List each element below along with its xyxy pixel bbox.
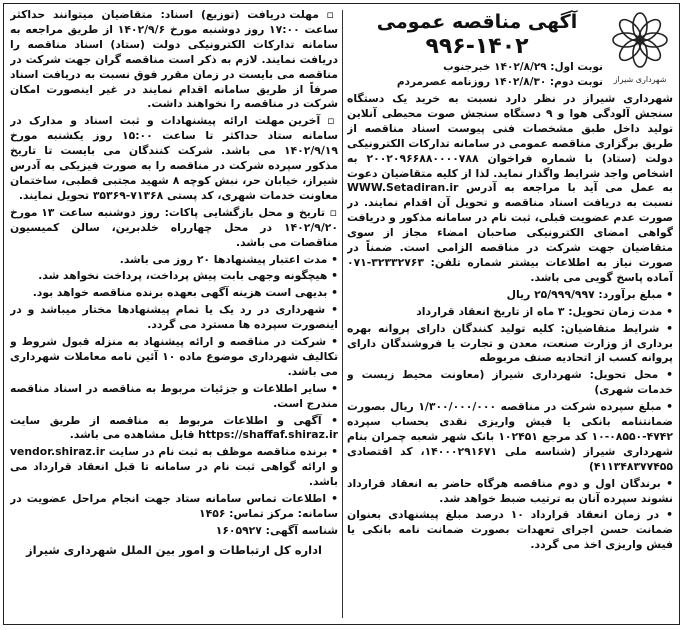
notice-number: ۹۹۶-۱۴۰۲ — [425, 34, 529, 59]
svg-text:شهرداری شیراز: شهرداری شیراز — [613, 75, 667, 84]
guarantee-deposit: • مبلغ سپرده شرکت در مناقصه ۱/۳۰۰/۰۰۰/۰۰۰ ریال بصورت ضمانتنامه بانکی یا فیش واریزی نقدی بحساب سپرده ۴۷۴۲-۰۸۵۵۰-۱۰ کد مرجع ۱۰۲۴۵۱ بانک شهر شعبه چمران بنام شهرداری شیراز (شناسه ملی ۱۴۰۰۰۲۹۱۶۷۱، کد اقتصادی ۴۱۱۳۴۸۳۷۷۴۵۵) — [347, 400, 673, 475]
second-notice: نوبت دوم: ۱۴۰۲/۸/۳۰ روزنامه عصرمردم — [396, 76, 603, 88]
winners-clause: • برندگان اول و دوم مناقصه هرگاه حاضر به انعقاد قرارداد نشوند سپرده آنان به ترتیب ضبط خواهد شد. — [347, 477, 673, 507]
tender-notice-page — [3, 3, 680, 625]
budget-line: • مبلغ برآورد: ۲۵/۹۹۹/۹۹۷ ریال — [347, 288, 673, 303]
contact-info: • اطلاعات تماس سامانه ستاد جهت انجام مراحل عضویت در سامانه: مرکز تماس: ۱۴۵۶ — [10, 492, 338, 522]
title-block — [351, 10, 603, 60]
first-notice: نوبت اول: ۱۴۰۲/۸/۲۹ خبرجنوب — [443, 61, 603, 73]
applicant-conditions: • شرایط متقاضیان: کلیه تولید کنندگان دارای پروانه بهره برداری از وزارت صنعت، معدن و تجارت یا فروشندگان دارای پروانه کسب از اتحادیه صنف مربوطه — [347, 322, 673, 367]
opening-date: ▫ تاریخ و محل بازگشایی پاکات: روز دوشنبه ساعت ۱۳ مورخ ۱۴۰۲/۹/۲۰ در محل چهارراه خلدبرین، سالن کمیسیون مناقصات می باشد. — [10, 206, 338, 251]
vendor-line — [10, 445, 338, 490]
submit-deadline: ▫ آخرین مهلت ارائه پیشنهادات و ثبت اسناد و مدارک در سامانه ستاد حداکثر تا ساعت ۱۵:۰۰ روز یکشنبه مورخ ۱۴۰۲/۹/۱۹ می باشد. شرکت کنندگان می بایست تا تاریخ مذکور سپرده شرکت در مناقصه را به صورت فیزیکی به آدرس شیراز، خیابان حر، نبش کوچه ۸ شهید مجتبی قطبی، ساختمان معاونت خدمات شهری، کد پستی ۷۱۳۶۸-۳۵۳۶۹ تحویل نمایند. — [10, 114, 338, 203]
rejection-right: • شهرداری در رد یک یا تمام پیشنهادها مختار میباشد و در اینصورت سپرده ها مسترد می گردد. — [10, 303, 338, 333]
ad-id: شناسه آگهی: ۱۶۰۵۹۲۷ — [215, 523, 338, 537]
other-info: • سایر اطلاعات و جزئیات مربوط به مناقصه در اسناد مناقصه مندرج است. — [10, 382, 338, 412]
performance-guarantee: • در زمان انعقاد قرارداد ۱۰ درصد مبلغ پیشنهادی بعنوان ضمانت حسن اجرای تعهدات بصورت ضمانت نامه بانکی یا فیش واریزی اخذ می گردد. — [347, 508, 673, 553]
publication-dates — [397, 60, 603, 90]
column-divider — [342, 10, 343, 618]
vendor-link[interactable]: vendor.shiraz.ir — [10, 445, 105, 459]
left-column — [10, 8, 338, 620]
vendor-post: و ارائه گواهی ثبت نام در سامانه تا قبل انعقاد قرارداد می باشد. — [10, 460, 338, 489]
flower-logo-icon — [609, 10, 671, 86]
notice-title: آگهی مناقصه عمومی — [376, 11, 578, 33]
validity-period: • مدت اعتبار پیشنهادها ۲۰ روز می باشد. — [10, 253, 338, 268]
vendor-pre: برنده مناقصه موظف به ثبت نام در سایت — [108, 445, 328, 459]
right-column — [347, 8, 673, 620]
issuer-footer: اداره کل ارتباطات و امور بین الملل شهرداری شیراز — [26, 542, 322, 557]
ad-cost: • بدیهی است هزینه آگهی بعهده برنده مناقصه خواهد بود. — [10, 286, 338, 301]
participation-terms: • شرکت در مناقصه و ارائه پیشنهاد به منزله قبول شروط و تکالیف شهرداری موضوع ماده ۱۰ آئین نامه معاملات شهرداری می باشد. — [10, 335, 338, 380]
shaffaf-line — [10, 414, 338, 444]
notice-header — [347, 8, 673, 92]
receive-deadline: ▫ مهلت دریافت (توزیع) اسناد: متقاضیان میتوانند حداکثر ساعت ۱۷:۰۰ روز دوشنبه مورخ ۱۴۰۲/۹/۶ از طریق مراجعه به سامانه تدارکات الکترونیکی دولت (ستاد) اسناد مناقصه را دریافت نمایند. لازم به ذکر است مناقصه گران جهت شرکت در مناقصه می بایست در زمان مقرر فوق نسبت به دریافت اسناد صرفاً از طریق سامانه اقدام نمایند در غیر اینصورت امکان شرکت در مناقصه را نخواهند داشت. — [10, 8, 338, 112]
delivery-duration: • مدت زمان تحویل: ۳ ماه از تاریخ انعقاد قرارداد — [347, 305, 673, 320]
no-prepayment: • هیچگونه وجهی بابت پیش پرداخت، پرداخت نخواهد شد. — [10, 269, 338, 284]
shaffaf-post: قابل مشاهده می باشد. — [69, 428, 195, 442]
delivery-location: • محل تحویل: شهرداری شیراز (معاونت محیط زیست و خدمات شهری) — [347, 368, 673, 398]
shaffaf-pre: آگهی و اطلاعات مربوط به مناقصه از طریق سایت — [10, 413, 322, 427]
intro-paragraph: شهرداری شیراز در نظر دارد نسبت به خرید یک دستگاه سنجش آلودگی هوا و ۹ دستگاه سنجش صوت محیطی آنلاین تولید داخل طبق مشخصات فنی پیوست اسناد مناقصه از طریق برگزاری مناقصه عمومی در سامانه تدارکات الکترونیکی دولت (ستاد) با شماره فراخوان ۲۰۰۲۰۹۶۶۸۸۰۰۰۰۷۸۸ به اشخاص واجد شرایط واگذار نماید. لذا از کلیه متقاضیان دعوت به عمل می آید با مراجعه به آدرس WWW.Setadiran.ir نسبت به دریافت اسناد مناقصه و تحویل آن اقدام نمایند. در صورت عدم عضویت قبلی، ثبت نام در سامانه مذکور و دریافت گواهی امضای الکترونیکی صاحبان امضاء مجاز از سوی متقاضیان جهت شرکت در مناقصه الزامی است. ضمناً در صورت نیاز به اطلاعات بیشتر شماره تلفن: ۳۲۳۳۲۷۶۳-۰۷۱ آماده پاسخ گویی می باشد. — [347, 92, 673, 284]
shaffaf-link[interactable]: https://shaffaf.shiraz.ir — [198, 428, 338, 442]
